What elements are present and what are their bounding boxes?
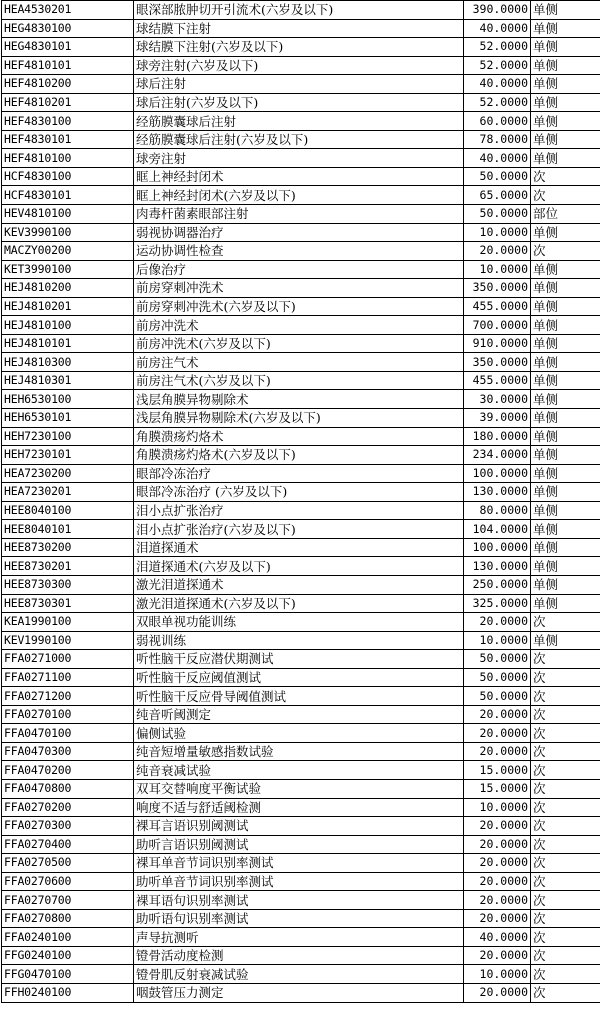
item-unit-cell: 单侧 bbox=[531, 19, 600, 38]
item-code-cell: HCF4830101 bbox=[2, 186, 134, 205]
item-name-cell: 泪道探通术 bbox=[134, 538, 464, 557]
item-name-cell: 经筋膜囊球后注射 bbox=[134, 112, 464, 131]
item-code-cell: HEA7230200 bbox=[2, 464, 134, 483]
item-name-cell: 眼部冷冻治疗 (六岁及以下) bbox=[134, 483, 464, 502]
item-price-cell: 60.0000 bbox=[464, 112, 531, 131]
item-unit-cell: 单侧 bbox=[531, 520, 600, 539]
table-row bbox=[2, 928, 600, 947]
item-name-cell: 镫骨活动度检测 bbox=[134, 946, 464, 965]
item-unit-cell: 单侧 bbox=[531, 446, 600, 465]
item-name-cell: 眼部冷冻治疗 bbox=[134, 464, 464, 483]
table-row bbox=[2, 705, 600, 724]
table-row bbox=[2, 946, 600, 965]
item-unit-cell: 次 bbox=[531, 650, 600, 669]
table-row bbox=[2, 891, 600, 910]
item-code-cell: HEA7230201 bbox=[2, 483, 134, 502]
item-unit-cell: 单侧 bbox=[531, 130, 600, 149]
item-name-cell: 前房冲洗术 bbox=[134, 316, 464, 335]
item-price-cell: 10.0000 bbox=[464, 631, 531, 650]
item-code-cell: MACZY00200 bbox=[2, 242, 134, 261]
item-price-cell: 40.0000 bbox=[464, 149, 531, 168]
table-row bbox=[2, 205, 600, 224]
table-row bbox=[2, 186, 600, 205]
item-unit-cell: 单侧 bbox=[531, 557, 600, 576]
item-name-cell: 纯音衰减试验 bbox=[134, 761, 464, 780]
item-code-cell: HEF4810100 bbox=[2, 149, 134, 168]
item-price-cell: 40.0000 bbox=[464, 75, 531, 94]
item-unit-cell: 次 bbox=[531, 761, 600, 780]
table-row bbox=[2, 260, 600, 279]
item-unit-cell: 单侧 bbox=[531, 353, 600, 372]
item-price-cell: 910.0000 bbox=[464, 334, 531, 353]
item-name-cell: 球后注射 bbox=[134, 75, 464, 94]
item-code-cell: FFA0270100 bbox=[2, 705, 134, 724]
item-price-cell: 15.0000 bbox=[464, 761, 531, 780]
item-unit-cell: 次 bbox=[531, 946, 600, 965]
item-name-cell: 弱视协调器治疗 bbox=[134, 223, 464, 242]
table-row bbox=[2, 297, 600, 316]
item-price-cell: 20.0000 bbox=[464, 742, 531, 761]
item-code-cell: FFG0470100 bbox=[2, 965, 134, 984]
item-name-cell: 球后注射(六岁及以下) bbox=[134, 93, 464, 112]
item-name-cell: 前房注气术(六岁及以下) bbox=[134, 371, 464, 390]
item-name-cell: 听性脑干反应潜伏期测试 bbox=[134, 650, 464, 669]
table-row bbox=[2, 446, 600, 465]
item-price-cell: 52.0000 bbox=[464, 93, 531, 112]
table-row bbox=[2, 130, 600, 149]
item-unit-cell: 单侧 bbox=[531, 75, 600, 94]
item-price-cell: 80.0000 bbox=[464, 501, 531, 520]
item-unit-cell: 单侧 bbox=[531, 316, 600, 335]
item-unit-cell: 次 bbox=[531, 668, 600, 687]
table-row bbox=[2, 650, 600, 669]
item-unit-cell: 单侧 bbox=[531, 38, 600, 57]
item-price-cell: 20.0000 bbox=[464, 946, 531, 965]
item-name-cell: 纯音听阈测定 bbox=[134, 705, 464, 724]
item-code-cell: KEA1990100 bbox=[2, 613, 134, 632]
item-unit-cell: 次 bbox=[531, 613, 600, 632]
item-unit-cell: 次 bbox=[531, 817, 600, 836]
item-price-cell: 350.0000 bbox=[464, 279, 531, 298]
item-price-cell: 20.0000 bbox=[464, 724, 531, 743]
table-row bbox=[2, 149, 600, 168]
item-code-cell: HEJ4810200 bbox=[2, 279, 134, 298]
item-price-cell: 10.0000 bbox=[464, 223, 531, 242]
table-row bbox=[2, 56, 600, 75]
item-code-cell: HEF4830101 bbox=[2, 130, 134, 149]
item-code-cell: HEJ4810101 bbox=[2, 334, 134, 353]
item-name-cell: 后像治疗 bbox=[134, 260, 464, 279]
table-row bbox=[2, 575, 600, 594]
item-unit-cell: 单侧 bbox=[531, 390, 600, 409]
table-row bbox=[2, 464, 600, 483]
item-code-cell: HEF4810101 bbox=[2, 56, 134, 75]
item-unit-cell: 次 bbox=[531, 705, 600, 724]
table-row bbox=[2, 19, 600, 38]
table-row bbox=[2, 353, 600, 372]
item-price-cell: 700.0000 bbox=[464, 316, 531, 335]
item-name-cell: 激光泪道探通术 bbox=[134, 575, 464, 594]
table-row bbox=[2, 835, 600, 854]
table-row bbox=[2, 501, 600, 520]
item-unit-cell: 次 bbox=[531, 186, 600, 205]
item-code-cell: FFA0470100 bbox=[2, 724, 134, 743]
item-unit-cell: 单侧 bbox=[531, 501, 600, 520]
item-code-cell: HEE8040100 bbox=[2, 501, 134, 520]
item-name-cell: 泪小点扩张治疗(六岁及以下) bbox=[134, 520, 464, 539]
item-code-cell: HEF4830100 bbox=[2, 112, 134, 131]
item-name-cell: 双眼单视功能训练 bbox=[134, 613, 464, 632]
item-price-cell: 455.0000 bbox=[464, 297, 531, 316]
item-unit-cell: 单侧 bbox=[531, 1, 600, 20]
item-name-cell: 纯音短增量敏感指数试验 bbox=[134, 742, 464, 761]
item-code-cell: HCF4830100 bbox=[2, 167, 134, 186]
item-unit-cell: 次 bbox=[531, 983, 600, 1002]
item-unit-cell: 单侧 bbox=[531, 112, 600, 131]
item-unit-cell: 次 bbox=[531, 742, 600, 761]
table-row bbox=[2, 557, 600, 576]
table-row bbox=[2, 687, 600, 706]
item-name-cell: 球旁注射 bbox=[134, 149, 464, 168]
table-row bbox=[2, 390, 600, 409]
item-price-cell: 455.0000 bbox=[464, 371, 531, 390]
table-row bbox=[2, 761, 600, 780]
item-name-cell: 眶上神经封闭术(六岁及以下) bbox=[134, 186, 464, 205]
item-price-cell: 390.0000 bbox=[464, 1, 531, 20]
item-price-cell: 50.0000 bbox=[464, 650, 531, 669]
table-row bbox=[2, 983, 600, 1002]
table-row bbox=[2, 1, 600, 20]
item-unit-cell: 次 bbox=[531, 724, 600, 743]
item-code-cell: KET3990100 bbox=[2, 260, 134, 279]
item-code-cell: HEE8730300 bbox=[2, 575, 134, 594]
table-row bbox=[2, 909, 600, 928]
item-name-cell: 裸耳言语识别阈测试 bbox=[134, 817, 464, 836]
item-code-cell: HEG4830101 bbox=[2, 38, 134, 57]
item-code-cell: FFA0240100 bbox=[2, 928, 134, 947]
item-code-cell: FFA0270200 bbox=[2, 798, 134, 817]
item-code-cell: HEJ4810301 bbox=[2, 371, 134, 390]
item-price-cell: 100.0000 bbox=[464, 464, 531, 483]
item-name-cell: 声导抗测听 bbox=[134, 928, 464, 947]
item-unit-cell: 单侧 bbox=[531, 409, 600, 428]
item-code-cell: FFA0270300 bbox=[2, 817, 134, 836]
item-code-cell: HEG4830100 bbox=[2, 19, 134, 38]
item-unit-cell: 单侧 bbox=[531, 464, 600, 483]
table-row bbox=[2, 371, 600, 390]
table-row bbox=[2, 798, 600, 817]
item-unit-cell: 单侧 bbox=[531, 371, 600, 390]
item-unit-cell: 单侧 bbox=[531, 538, 600, 557]
item-price-cell: 65.0000 bbox=[464, 186, 531, 205]
item-unit-cell: 次 bbox=[531, 965, 600, 984]
item-price-cell: 10.0000 bbox=[464, 965, 531, 984]
item-price-cell: 180.0000 bbox=[464, 427, 531, 446]
table-row bbox=[2, 427, 600, 446]
item-name-cell: 泪道探通术(六岁及以下) bbox=[134, 557, 464, 576]
item-unit-cell: 单侧 bbox=[531, 56, 600, 75]
item-name-cell: 裸耳语句识别率测试 bbox=[134, 891, 464, 910]
item-code-cell: FFG0240100 bbox=[2, 946, 134, 965]
table-row bbox=[2, 223, 600, 242]
item-name-cell: 听性脑干反应阈值测试 bbox=[134, 668, 464, 687]
item-unit-cell: 次 bbox=[531, 687, 600, 706]
item-price-cell: 52.0000 bbox=[464, 56, 531, 75]
item-price-cell: 20.0000 bbox=[464, 909, 531, 928]
table-row bbox=[2, 38, 600, 57]
item-code-cell: FFA0271100 bbox=[2, 668, 134, 687]
item-price-cell: 130.0000 bbox=[464, 557, 531, 576]
item-name-cell: 镫骨肌反射衰减试验 bbox=[134, 965, 464, 984]
item-price-cell: 10.0000 bbox=[464, 260, 531, 279]
item-unit-cell: 次 bbox=[531, 779, 600, 798]
table-row bbox=[2, 872, 600, 891]
item-code-cell: FFA0270700 bbox=[2, 891, 134, 910]
table-row bbox=[2, 409, 600, 428]
item-code-cell: HEH6530101 bbox=[2, 409, 134, 428]
item-code-cell: HEF4810201 bbox=[2, 93, 134, 112]
item-code-cell: KEV3990100 bbox=[2, 223, 134, 242]
item-price-cell: 325.0000 bbox=[464, 594, 531, 613]
item-name-cell: 前房注气术 bbox=[134, 353, 464, 372]
item-code-cell: HEJ4810300 bbox=[2, 353, 134, 372]
item-unit-cell: 单侧 bbox=[531, 260, 600, 279]
item-price-cell: 40.0000 bbox=[464, 19, 531, 38]
item-code-cell: FFA0270400 bbox=[2, 835, 134, 854]
item-price-cell: 250.0000 bbox=[464, 575, 531, 594]
item-price-cell: 234.0000 bbox=[464, 446, 531, 465]
item-code-cell: FFA0270500 bbox=[2, 854, 134, 873]
table-row bbox=[2, 594, 600, 613]
item-price-cell: 50.0000 bbox=[464, 167, 531, 186]
table-body bbox=[2, 1, 600, 1003]
item-name-cell: 响度不适与舒适阈检测 bbox=[134, 798, 464, 817]
item-name-cell: 前房穿刺冲洗术(六岁及以下) bbox=[134, 297, 464, 316]
item-price-cell: 39.0000 bbox=[464, 409, 531, 428]
item-name-cell: 眼深部脓肿切开引流术(六岁及以下) bbox=[134, 1, 464, 20]
item-name-cell: 肉毒杆菌素眼部注射 bbox=[134, 205, 464, 224]
price-table bbox=[1, 0, 600, 1003]
table-row bbox=[2, 613, 600, 632]
item-price-cell: 20.0000 bbox=[464, 835, 531, 854]
item-name-cell: 前房冲洗术(六岁及以下) bbox=[134, 334, 464, 353]
item-price-cell: 100.0000 bbox=[464, 538, 531, 557]
item-price-cell: 20.0000 bbox=[464, 817, 531, 836]
item-name-cell: 角膜溃疡灼烙术(六岁及以下) bbox=[134, 446, 464, 465]
table-row bbox=[2, 742, 600, 761]
item-code-cell: FFA0271000 bbox=[2, 650, 134, 669]
item-name-cell: 裸耳单音节词识别率测试 bbox=[134, 854, 464, 873]
item-code-cell: FFA0470800 bbox=[2, 779, 134, 798]
table-row bbox=[2, 279, 600, 298]
table-row bbox=[2, 75, 600, 94]
item-name-cell: 助听言语识别阈测试 bbox=[134, 835, 464, 854]
item-code-cell: HEE8730301 bbox=[2, 594, 134, 613]
item-name-cell: 弱视训练 bbox=[134, 631, 464, 650]
item-price-cell: 30.0000 bbox=[464, 390, 531, 409]
table-row bbox=[2, 242, 600, 261]
item-unit-cell: 单侧 bbox=[531, 575, 600, 594]
item-price-cell: 20.0000 bbox=[464, 983, 531, 1002]
item-name-cell: 激光泪道探通术(六岁及以下) bbox=[134, 594, 464, 613]
item-name-cell: 助听语句识别率测试 bbox=[134, 909, 464, 928]
table-row bbox=[2, 668, 600, 687]
item-name-cell: 球旁注射(六岁及以下) bbox=[134, 56, 464, 75]
item-name-cell: 咽鼓管压力测定 bbox=[134, 983, 464, 1002]
item-name-cell: 泪小点扩张治疗 bbox=[134, 501, 464, 520]
item-unit-cell: 单侧 bbox=[531, 483, 600, 502]
item-unit-cell: 单侧 bbox=[531, 594, 600, 613]
table-row bbox=[2, 817, 600, 836]
item-unit-cell: 单侧 bbox=[531, 334, 600, 353]
table-row bbox=[2, 965, 600, 984]
item-unit-cell: 单侧 bbox=[531, 93, 600, 112]
item-price-cell: 52.0000 bbox=[464, 38, 531, 57]
item-code-cell: HEF4810200 bbox=[2, 75, 134, 94]
item-unit-cell: 单侧 bbox=[531, 427, 600, 446]
item-code-cell: HEV4810100 bbox=[2, 205, 134, 224]
table-row bbox=[2, 334, 600, 353]
item-code-cell: FFA0470300 bbox=[2, 742, 134, 761]
item-code-cell: HEH7230101 bbox=[2, 446, 134, 465]
item-code-cell: HEA4530201 bbox=[2, 1, 134, 20]
table-row bbox=[2, 316, 600, 335]
item-name-cell: 眶上神经封闭术 bbox=[134, 167, 464, 186]
item-price-cell: 20.0000 bbox=[464, 854, 531, 873]
item-code-cell: HEE8040101 bbox=[2, 520, 134, 539]
item-price-cell: 20.0000 bbox=[464, 613, 531, 632]
item-code-cell: KEV1990100 bbox=[2, 631, 134, 650]
item-unit-cell: 单侧 bbox=[531, 279, 600, 298]
item-price-cell: 50.0000 bbox=[464, 205, 531, 224]
item-price-cell: 50.0000 bbox=[464, 668, 531, 687]
item-unit-cell: 次 bbox=[531, 891, 600, 910]
item-price-cell: 50.0000 bbox=[464, 687, 531, 706]
item-name-cell: 助听单音节词识别率测试 bbox=[134, 872, 464, 891]
item-name-cell: 运动协调性检查 bbox=[134, 242, 464, 261]
table-row bbox=[2, 631, 600, 650]
item-code-cell: HEH6530100 bbox=[2, 390, 134, 409]
item-name-cell: 双耳交替响度平衡试验 bbox=[134, 779, 464, 798]
item-price-cell: 10.0000 bbox=[464, 798, 531, 817]
item-price-cell: 40.0000 bbox=[464, 928, 531, 947]
item-price-cell: 350.0000 bbox=[464, 353, 531, 372]
item-price-cell: 20.0000 bbox=[464, 242, 531, 261]
item-name-cell: 听性脑干反应骨导阈值测试 bbox=[134, 687, 464, 706]
table-row bbox=[2, 779, 600, 798]
item-code-cell: HEE8730200 bbox=[2, 538, 134, 557]
item-unit-cell: 次 bbox=[531, 835, 600, 854]
item-price-cell: 15.0000 bbox=[464, 779, 531, 798]
item-name-cell: 前房穿刺冲洗术 bbox=[134, 279, 464, 298]
item-code-cell: FFA0271200 bbox=[2, 687, 134, 706]
item-code-cell: FFA0270600 bbox=[2, 872, 134, 891]
item-name-cell: 球结膜下注射(六岁及以下) bbox=[134, 38, 464, 57]
item-unit-cell: 单侧 bbox=[531, 631, 600, 650]
item-unit-cell: 次 bbox=[531, 167, 600, 186]
item-unit-cell: 单侧 bbox=[531, 297, 600, 316]
item-code-cell: HEH7230100 bbox=[2, 427, 134, 446]
item-name-cell: 浅层角膜异物剔除术 bbox=[134, 390, 464, 409]
item-unit-cell: 次 bbox=[531, 798, 600, 817]
table-row bbox=[2, 112, 600, 131]
item-code-cell: HEJ4810100 bbox=[2, 316, 134, 335]
item-unit-cell: 次 bbox=[531, 854, 600, 873]
item-unit-cell: 次 bbox=[531, 928, 600, 947]
table-row bbox=[2, 724, 600, 743]
table-row bbox=[2, 854, 600, 873]
item-name-cell: 浅层角膜异物剔除术(六岁及以下) bbox=[134, 409, 464, 428]
table-row bbox=[2, 538, 600, 557]
item-name-cell: 球结膜下注射 bbox=[134, 19, 464, 38]
item-name-cell: 角膜溃疡灼烙术 bbox=[134, 427, 464, 446]
item-price-cell: 78.0000 bbox=[464, 130, 531, 149]
item-unit-cell: 次 bbox=[531, 909, 600, 928]
item-price-cell: 104.0000 bbox=[464, 520, 531, 539]
item-price-cell: 20.0000 bbox=[464, 872, 531, 891]
item-price-cell: 20.0000 bbox=[464, 705, 531, 724]
item-unit-cell: 次 bbox=[531, 242, 600, 261]
item-code-cell: FFA0470200 bbox=[2, 761, 134, 780]
table-row bbox=[2, 483, 600, 502]
table-row bbox=[2, 167, 600, 186]
item-code-cell: HEE8730201 bbox=[2, 557, 134, 576]
table-row bbox=[2, 93, 600, 112]
item-unit-cell: 单侧 bbox=[531, 149, 600, 168]
table-row bbox=[2, 520, 600, 539]
item-name-cell: 经筋膜囊球后注射(六岁及以下) bbox=[134, 130, 464, 149]
item-unit-cell: 次 bbox=[531, 872, 600, 891]
item-code-cell: FFA0270800 bbox=[2, 909, 134, 928]
item-code-cell: HEJ4810201 bbox=[2, 297, 134, 316]
item-price-cell: 20.0000 bbox=[464, 891, 531, 910]
item-unit-cell: 部位 bbox=[531, 205, 600, 224]
item-unit-cell: 单侧 bbox=[531, 223, 600, 242]
item-name-cell: 偏侧试验 bbox=[134, 724, 464, 743]
item-price-cell: 130.0000 bbox=[464, 483, 531, 502]
item-code-cell: FFH0240100 bbox=[2, 983, 134, 1002]
